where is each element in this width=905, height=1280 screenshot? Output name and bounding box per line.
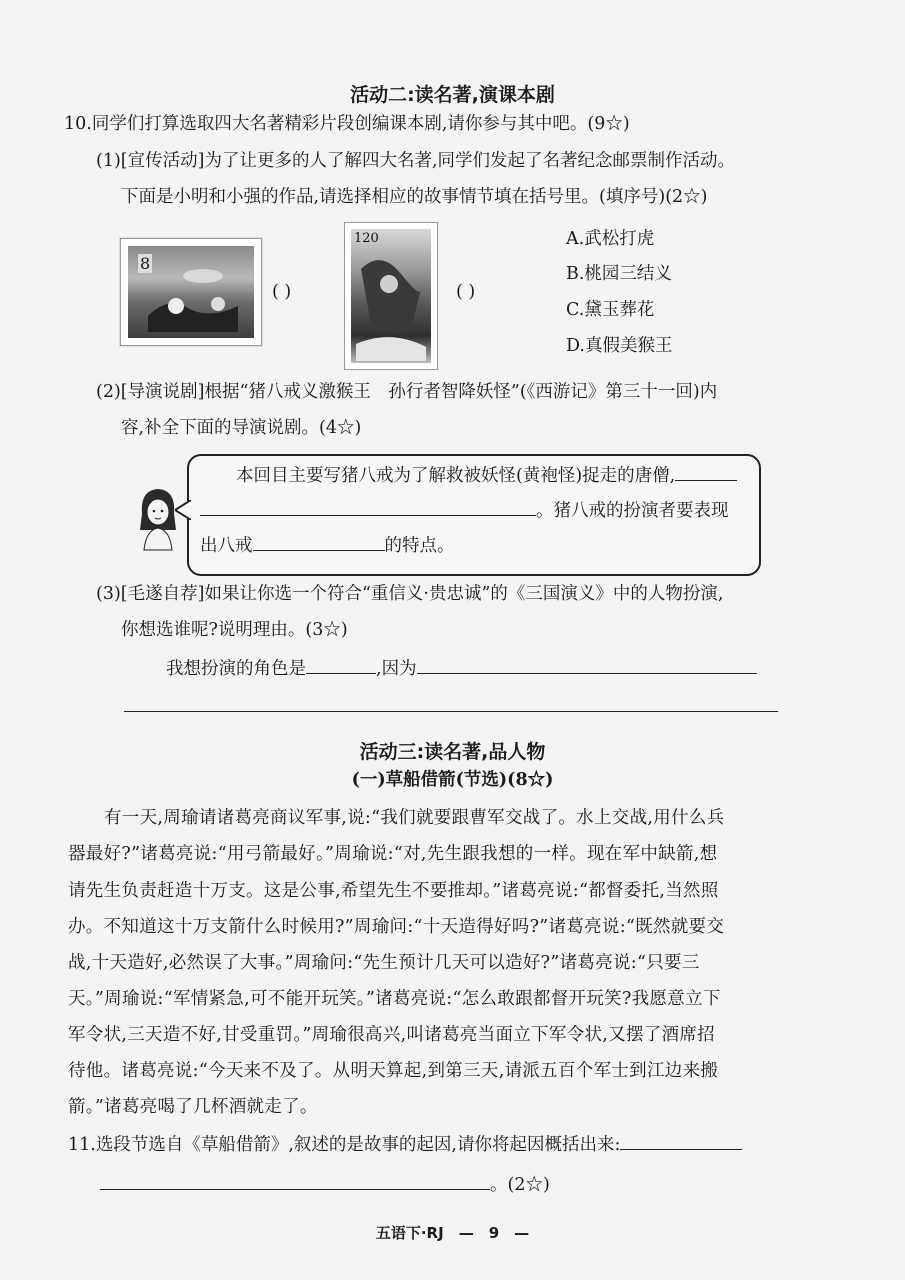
reason-blank-line-2[interactable] xyxy=(124,711,778,712)
question-10-3-answer xyxy=(166,661,757,679)
option-b: B.桃园三结义 xyxy=(566,264,672,284)
passage-line-4: 办。不知道这十万支箭什么时候用?”周瑜问:“十天造得好吗?”诸葛亮说:“既然就要交 xyxy=(68,917,725,937)
reason-label: ,因为 xyxy=(376,659,417,679)
bubble-line-1-text: 本回目主要写猪八戒为了解救被妖怪(黄袍怪)捉走的唐僧, xyxy=(236,466,676,486)
bubble-blank-1[interactable] xyxy=(675,479,737,481)
passage-line-6: 天。”周瑜说:“军情紧急,可不能开玩笑。”诸葛亮说:“怎么敢跟都督开玩笑?我愿意立下 xyxy=(68,989,721,1009)
reason-blank[interactable] xyxy=(417,672,757,674)
question-11-line-2 xyxy=(100,1177,550,1195)
question-10-3-line-1: (3)[毛遂自荐]如果让你选一个符合“重信义·贵忠诚”的《三国演义》中的人物扮演, xyxy=(96,584,724,604)
passage-line-1: 有一天,周瑜请诸葛亮商议军事,说:“我们就要跟曹军交战了。水上交战,用什么兵 xyxy=(104,808,725,828)
stamp-1-value: 8 xyxy=(140,254,151,273)
bubble-line-3-end: 的特点。 xyxy=(384,536,455,556)
passage-line-9: 箭。”诸葛亮喝了几杯酒就走了。 xyxy=(68,1097,318,1117)
passage-line-8: 待他。诸葛亮说:“今天来不及了。从明天算起,到第三天,请派五百个军士到江边来搬 xyxy=(68,1061,719,1081)
role-blank[interactable] xyxy=(306,672,376,674)
question-10-2-line-1: (2)[导演说剧]根据“猪八戒义激猴王 孙行者智降妖怪”(《西游记》第三十一回)内 xyxy=(96,382,718,402)
option-c: C.黛玉葬花 xyxy=(566,300,655,320)
stamp-2-scene-icon xyxy=(351,229,429,361)
bubble-line-1 xyxy=(236,468,737,486)
question-10-1-line-2: 下面是小明和小强的作品,请选择相应的故事情节填在括号里。(填序号)(2☆) xyxy=(121,187,708,207)
bubble-line-3 xyxy=(200,538,455,556)
stamp-2-value: 120 xyxy=(354,231,379,246)
option-d: D.真假美猴王 xyxy=(566,336,673,356)
stamp-1-artwork xyxy=(128,246,254,338)
question-11-blank-2[interactable] xyxy=(100,1188,490,1190)
stamp-1-answer-parentheses[interactable]: ( ) xyxy=(272,282,292,302)
page-footer: 五语下·RJ — 9 — xyxy=(375,1224,530,1242)
activity-3-title: 活动三:读名著,品人物 xyxy=(359,741,546,763)
question-10-2-line-2: 容,补全下面的导演说剧。(4☆) xyxy=(121,418,362,438)
question-11-line-1 xyxy=(68,1137,742,1155)
passage-line-2: 器最好?”诸葛亮说:“用弓箭最好。”周瑜说:“对,先生跟我想的一样。现在军中缺箭,想 xyxy=(68,844,718,864)
passage-line-5: 战,十天造好,必然误了大事。”周瑜问:“先生预计几天可以造好?”诸葛亮说:“只要三 xyxy=(68,953,700,973)
stamp-image-1 xyxy=(120,238,262,346)
question-11-score: 。(2☆) xyxy=(490,1175,550,1195)
option-a: A.武松打虎 xyxy=(566,229,655,249)
bubble-line-3-start: 出八戒 xyxy=(200,536,253,556)
passage-line-7: 军令状,三天造不好,甘受重罚。”周瑜很高兴,叫诸葛亮当面立下军令状,又摆了酒席招 xyxy=(68,1025,715,1045)
bubble-tail-icon xyxy=(175,500,191,520)
bubble-blank-2[interactable] xyxy=(200,514,536,516)
bubble-blank-3[interactable] xyxy=(253,549,385,551)
passage-subtitle: (一)草船借箭(节选)(8☆) xyxy=(351,770,554,790)
question-10-1-line-1: (1)[宣传活动]为了让更多的人了解四大名著,同学们发起了名著纪念邮票制作活动。 xyxy=(96,151,736,171)
question-10-prompt: 10.同学们打算选取四大名著精彩片段创编课本剧,请你参与其中吧。(9☆) xyxy=(64,114,630,134)
stamp-image-2 xyxy=(344,222,438,370)
role-label: 我想扮演的角色是 xyxy=(166,659,306,679)
question-11-blank-1[interactable] xyxy=(620,1148,742,1150)
bubble-line-2-text: 。猪八戒的扮演者要表现 xyxy=(536,501,729,521)
stamp-2-answer-parentheses[interactable]: ( ) xyxy=(456,282,476,302)
stamp-2-artwork xyxy=(351,229,431,363)
activity-2-title: 活动二:读名著,演课本剧 xyxy=(350,84,555,106)
bubble-line-2 xyxy=(200,503,729,521)
question-11-prompt: 11.选段节选自《草船借箭》,叙述的是故事的起因,请你将起因概括出来: xyxy=(68,1135,621,1155)
question-10-3-line-2: 你想选谁呢?说明理由。(3☆) xyxy=(121,620,348,640)
stamp-1-scene-icon xyxy=(128,246,254,338)
passage-line-3: 请先生负责赶造十万支。这是公事,希望先生不要推却。”诸葛亮说:“都督委托,当然照 xyxy=(68,881,719,901)
